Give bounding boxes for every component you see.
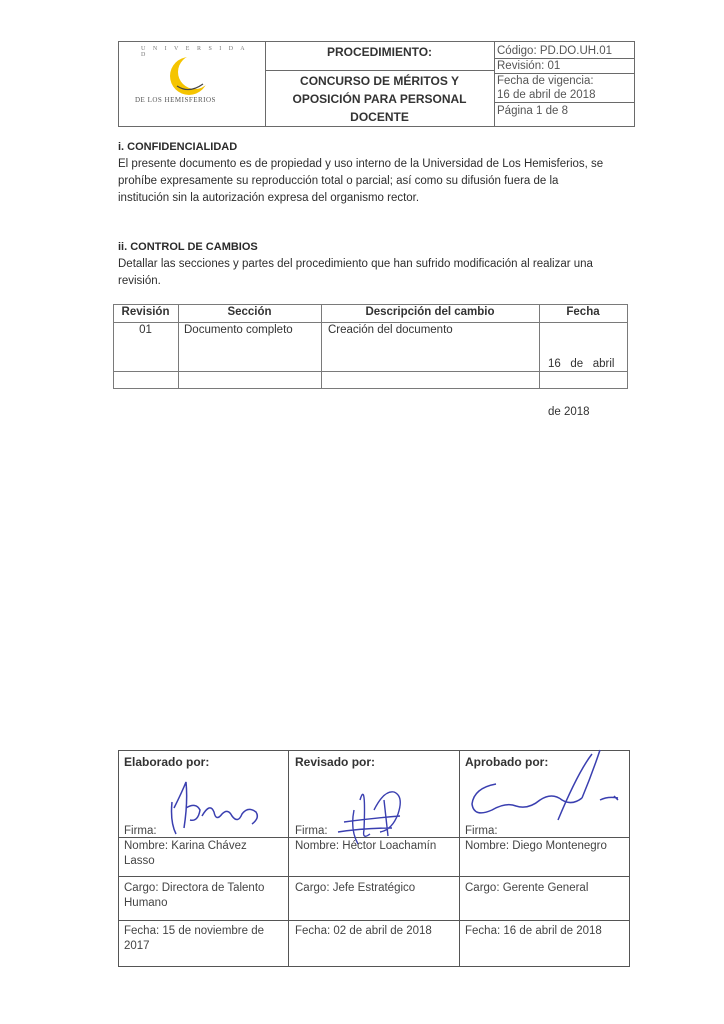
approved-name: Nombre: Diego Montenegro: [465, 840, 607, 852]
signature-reviewed: [314, 770, 424, 850]
procedure-title: [265, 72, 494, 126]
validity-label: Fecha de vigencia:: [497, 75, 594, 87]
cell-section: Documento completo: [184, 324, 293, 336]
page-number: Página 1 de 8: [497, 105, 568, 117]
cell-date-line-2: de 2018: [548, 406, 590, 418]
validity-value: 16 de abril de 2018: [497, 89, 596, 101]
elaborated-name: [124, 839, 247, 869]
reviewed-firma: Firma:: [295, 825, 328, 837]
approved-date: Fecha: 16 de abril de 2018: [465, 925, 602, 937]
elaborated-heading: Elaborado por:: [124, 755, 210, 769]
title-line-1: CONCURSO DE MÉRITOS Y: [300, 74, 459, 88]
reviewed-date: Fecha: 02 de abril de 2018: [295, 925, 432, 937]
confidentiality-line-2: prohíbe expresamente su reproducción total o parcial; así como su difusión fuera de la: [118, 175, 559, 187]
cell-date-line-1: 16 de abril: [548, 358, 615, 370]
validity-date: [494, 74, 634, 103]
metadata-cell: [494, 42, 634, 126]
change-table: [113, 304, 628, 418]
change-control-heading: ii. CONTROL DE CAMBIOS: [118, 241, 258, 253]
confidentiality-line-1: El presente documento es de propiedad y uso interno de la Universidad de Los Hemisferios, se: [118, 158, 604, 170]
change-control-line-1: Detallar las secciones y partes del procedimiento que han sufrido modificación al realizar una: [118, 258, 593, 270]
elaborated-date-line-2: 2017: [124, 940, 150, 952]
elaborated-date-line-1: Fecha: 15 de noviembre de: [124, 925, 265, 937]
title-line-2: OPOSICIÓN PARA PERSONAL: [292, 92, 467, 106]
title-cell: [265, 42, 495, 126]
cell-revision: 01: [139, 324, 152, 336]
elaborated-date: [124, 924, 264, 954]
signature-elaborated: [152, 772, 272, 838]
col-section: Sección: [227, 306, 272, 318]
document-revision: Revisión: 01: [494, 59, 634, 74]
change-control-line-2: revisión.: [118, 275, 161, 287]
confidentiality-text: [118, 156, 633, 207]
confidentiality-line-3: institución sin la autorización expresa del organismo rector.: [118, 192, 420, 204]
elaborated-name-line-1: Nombre: Karina Chávez: [124, 840, 247, 852]
confidentiality-heading: i. CONFIDENCIALIDAD: [118, 141, 238, 153]
logo-top-text: U N I V E R S I D A D: [141, 46, 248, 58]
col-revision: Revisión: [121, 306, 170, 318]
document-code: Código: PD.DO.UH.01: [494, 44, 634, 59]
elaborated-name-line-2: Lasso: [124, 855, 155, 867]
reviewed-name: Nombre: Héctor Loachamín: [295, 840, 437, 852]
approved-role: Cargo: Gerente General: [465, 882, 589, 894]
logo-cell: [119, 42, 266, 126]
university-logo: [165, 50, 215, 98]
procedure-label: PROCEDIMIENTO:: [265, 42, 494, 71]
document-header: [118, 41, 635, 127]
reviewed-role: Cargo: Jefe Estratégico: [295, 882, 416, 894]
col-date: Fecha: [566, 306, 600, 318]
col-description: Descripción del cambio: [365, 306, 495, 318]
reviewed-heading: Revisado por:: [295, 755, 376, 769]
elaborated-firma: Firma:: [124, 825, 157, 837]
logo-bottom-text: DE LOS HEMISFERIOS: [135, 96, 216, 104]
signature-table: [118, 750, 630, 967]
cell-date: [548, 324, 614, 452]
approved-firma: Firma:: [465, 825, 498, 837]
change-control-text: [118, 256, 633, 290]
title-line-3: DOCENTE: [350, 110, 409, 124]
approved-heading: Aprobado por:: [465, 755, 549, 769]
elaborated-role-line-1: Cargo: Directora de Talento: [124, 882, 265, 894]
elaborated-role: [124, 881, 264, 911]
elaborated-role-line-2: Humano: [124, 897, 168, 909]
cell-description: Creación del documento: [328, 324, 453, 336]
